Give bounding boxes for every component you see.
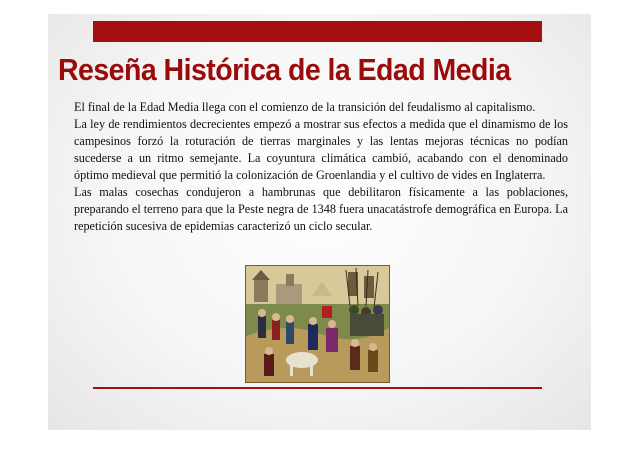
paragraph-2: La ley de rendimientos decrecientes empezó a mostrar sus efectos a medida que el dinamismo de los campesinos forzó la roturación de tierras marginales y las lentas mejoras técnicas no podían sucederse a un ritmo semejante. La coyuntura climática cambió, acabando con el denominado óptimo medieval que permitió la colonización de Groenlandia y el cultivo de vides en Inglaterra. bbox=[74, 117, 568, 182]
medieval-illustration bbox=[245, 265, 390, 383]
slide-title: Reseña Histórica de la Edad Media bbox=[58, 52, 511, 87]
paragraph-3: Las malas cosechas condujeron a hambrunas que debilitaron físicamente a las poblaciones, preparando el terreno para que la Peste negra de 1348 fuera unacatástrofe demográfica en Europa. La repetición sucesiva de epidemias caracterizó un ciclo secular. bbox=[74, 185, 568, 233]
bottom-divider bbox=[93, 387, 542, 389]
medieval-scene-icon bbox=[246, 266, 389, 382]
slide-body bbox=[74, 99, 568, 235]
top-accent-bar bbox=[93, 21, 542, 42]
paragraph-1: El final de la Edad Media llega con el comienzo de la transición del feudalismo al capitalismo. bbox=[74, 100, 536, 114]
